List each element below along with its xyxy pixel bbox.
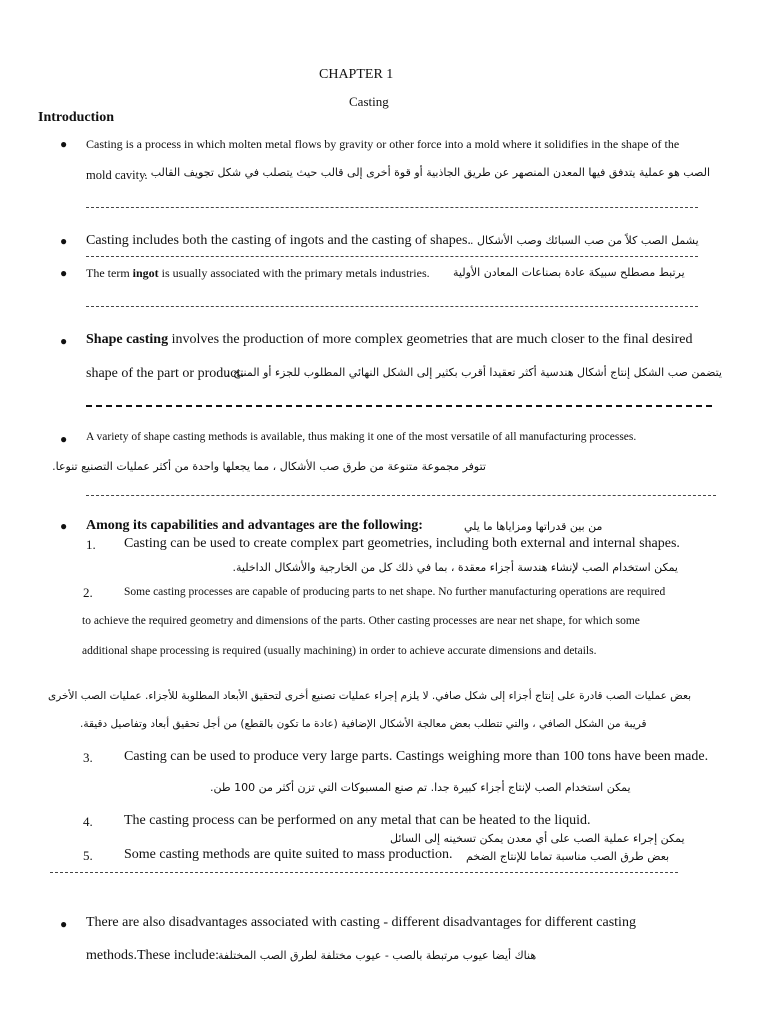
arabic-translation: يمكن استخدام الصب لإنشاء هندسة أجزاء معقدة ، بما في ذلك كل من الخارجية والأشكال الداخلية. [232, 561, 678, 574]
separator-line [50, 872, 678, 873]
list-item-text: Some casting methods are quite suited to mass production. [124, 847, 453, 862]
list-item-text: additional shape processing is required (usually machining) in order to achieve accurate dimensions and details. [82, 645, 597, 657]
paragraph-line [86, 266, 430, 281]
paragraph-line: Casting includes both the casting of ingots and the casting of shapes. [86, 233, 471, 248]
bullet-icon: ● [60, 917, 68, 931]
list-number: 3. [83, 750, 93, 765]
separator-line [86, 495, 716, 496]
list-item-text: to achieve the required geometry and dimensions of the parts. Other casting processes are near net shape, for which some [82, 615, 640, 627]
paragraph-line: methods.These include: [86, 948, 219, 963]
paragraph-line: Casting is a process in which molten metal flows by gravity or other force into a mold where it solidifies in the shape of the [86, 137, 680, 151]
bullet-icon: ● [60, 234, 68, 248]
arabic-translation: بعض طرق الصب مناسبة تماما للإنتاج الضخم [466, 850, 670, 863]
arabic-translation: يشمل الصب كلاً من صب السبائك وصب الأشكال . [470, 234, 699, 247]
arabic-translation: يمكن إجراء عملية الصب على أي معدن يمكن تسخينه إلى السائل [390, 832, 685, 845]
bullet-icon: ● [60, 519, 68, 533]
arabic-translation: هناك أيضا عيوب مرتبطة بالصب - عيوب مختلفة لطرق الصب المختلفة [218, 949, 537, 962]
paragraph-line: There are also disadvantages associated with casting - different disadvantages for different casting [86, 915, 636, 930]
arabic-translation: الصب هو عملية يتدفق فيها المعدن المنصهر عن طريق الجاذبية أو قوة أخرى إلى قالب حيث يتصلب في شكل تجويف القالب . [143, 166, 710, 179]
bold-term: Among its capabilities and advantages are the following: [86, 518, 423, 533]
subheading [86, 518, 423, 534]
paragraph-line: A variety of shape casting methods is available, thus making it one of the most versatile of all manufacturing processes. [86, 431, 637, 443]
separator-line [86, 405, 712, 407]
paragraph-line: shape of the part or product. [86, 366, 244, 381]
chapter-heading: CHAPTER 1 [319, 67, 394, 82]
list-item-text: Casting can be used to create complex part geometries, including both external and internal shapes. [124, 536, 680, 551]
bullet-icon: ● [60, 266, 68, 280]
list-number: 4. [83, 814, 93, 829]
text-run: involves the production of more complex geometries that are much closer to the final desired [168, 332, 693, 347]
text-run: is usually associated with the primary metals industries. [158, 266, 430, 280]
bullet-icon: ● [60, 137, 68, 151]
bullet-icon: ● [60, 432, 68, 446]
separator-line [86, 256, 698, 257]
bold-term: Shape casting [86, 332, 169, 347]
chapter-subtitle: Casting [349, 94, 389, 109]
arabic-translation: يتضمن صب الشكل إنتاج أشكال هندسية أكثر تعقيدا أقرب بكثير إلى الشكل النهائي المطلوب للجزء أو المنتج . [226, 366, 722, 379]
list-item-text: Some casting processes are capable of producing parts to net shape. No further manufacturing operations are required [124, 586, 666, 598]
arabic-translation: يرتبط مصطلح سبيكة عادة بصناعات المعادن الأولية [453, 266, 685, 279]
arabic-translation: يمكن استخدام الصب لإنتاج أجزاء كبيرة جدا. تم صنع المسبوكات التي تزن أكثر من 100 طن. [210, 781, 631, 794]
arabic-translation: بعض عمليات الصب قادرة على إنتاج أجزاء إلى شكل صافي. لا يلزم إجراء عمليات تصنيع أخرى لتحقيق الأبعاد المطلوبة للأجزاء. عمليات الصب الأخرى [48, 690, 692, 702]
list-number: 1. [86, 537, 96, 552]
separator-line [86, 207, 698, 208]
separator-line [86, 306, 698, 307]
paragraph-line [86, 332, 693, 348]
list-number: 5. [83, 848, 93, 863]
bullet-icon: ● [60, 334, 68, 348]
arabic-translation: تتوفر مجموعة متنوعة من طرق صب الأشكال ، مما يجعلها واحدة من أكثر عمليات التصنيع تنوعا. [52, 460, 486, 473]
list-item-text: Casting can be used to produce very large parts. Castings weighing more than 100 tons have been made. [124, 749, 709, 764]
paragraph-line: mold cavity. [86, 168, 148, 182]
section-title: Introduction [38, 110, 114, 125]
text-run: The term [86, 266, 133, 280]
bold-term: ingot [132, 266, 159, 280]
arabic-translation: من بين قدراتها ومزاياها ما يلي [464, 520, 603, 533]
list-item-text: The casting process can be performed on any metal that can be heated to the liquid. [124, 813, 591, 828]
arabic-translation: قريبة من الشكل الصافي ، والتي تتطلب بعض معالجة الأشكال الإضافية (عادة ما تكون بالقطع) من أجل تحقيق أبعاد وتفاصيل دقيقة. [80, 718, 647, 730]
list-number: 2. [83, 585, 93, 600]
